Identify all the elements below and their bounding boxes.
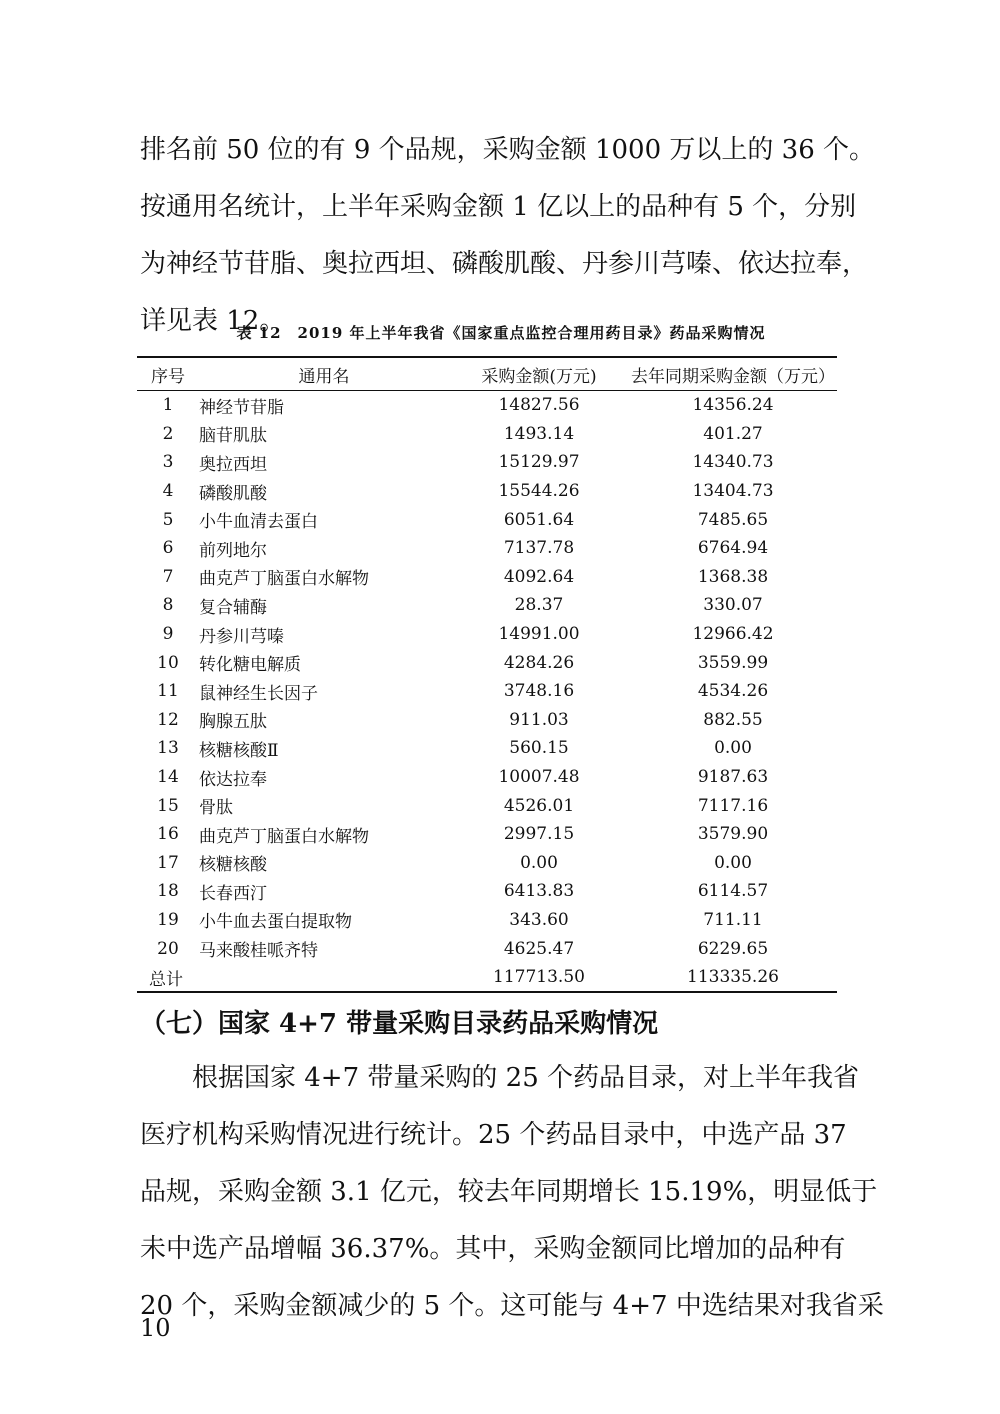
row-name: 神经节苷脂 [199, 397, 284, 418]
row-last-year: 12966.42 [692, 624, 774, 645]
row-amount: 4284.26 [503, 652, 575, 673]
row-last-year: 3579.90 [697, 824, 769, 845]
table-row [137, 534, 837, 563]
page-number: 10 [140, 1314, 171, 1342]
row-name: 奥拉西坦 [199, 454, 267, 475]
row-name: 脑苷肌肽 [199, 426, 267, 447]
table-row [137, 505, 837, 534]
table-row [137, 420, 837, 449]
row-last-year: 14356.24 [692, 395, 774, 416]
row-name: 胸腺五肽 [199, 712, 267, 733]
row-amount: 560.15 [509, 738, 569, 759]
total-label: 总计 [149, 969, 183, 990]
table-row [137, 734, 837, 763]
row-amount: 0.00 [520, 852, 558, 873]
intro-line: 为神经节苷脂、奥拉西坦、磷酸肌酸、丹参川芎嗪、依达拉奉， [140, 249, 869, 279]
body-line: 品规，采购金额 3.1 亿元，较去年同期增长 15.19%，明显低于 [140, 1177, 878, 1207]
row-last-year: 4534.26 [697, 681, 769, 702]
row-last-year: 401.27 [703, 423, 763, 444]
row-last-year: 6764.94 [697, 538, 769, 559]
row-no: 10 [157, 652, 179, 673]
header-no: 序号 [151, 366, 185, 387]
row-no: 12 [157, 709, 179, 730]
row-name: 骨肽 [199, 798, 233, 819]
row-amount: 7137.78 [503, 538, 575, 559]
row-last-year: 0.00 [714, 852, 752, 873]
row-name: 马来酸桂哌齐特 [199, 941, 318, 962]
row-no: 18 [157, 881, 179, 902]
row-no: 19 [157, 909, 179, 930]
row-last-year: 1368.38 [697, 566, 769, 587]
table-row [137, 849, 837, 878]
row-last-year: 14340.73 [692, 452, 774, 473]
row-no: 6 [162, 538, 174, 559]
table-row [137, 906, 837, 935]
row-no: 17 [157, 852, 179, 873]
row-amount: 911.03 [509, 709, 569, 730]
row-no: 16 [157, 824, 179, 845]
table-body [137, 391, 837, 993]
row-name: 前列地尔 [199, 540, 267, 561]
table-total-row [137, 963, 837, 993]
row-name: 鼠神经生长因子 [199, 683, 318, 704]
row-name: 磷酸肌酸 [199, 483, 267, 504]
body-line: 根据国家 4+7 带量采购的 25 个药品目录，对上半年我省 [140, 1063, 860, 1093]
row-last-year: 13404.73 [692, 481, 774, 502]
table-row [137, 591, 837, 620]
row-no: 8 [162, 595, 174, 616]
row-amount: 14827.56 [498, 395, 580, 416]
row-amount: 4526.01 [503, 795, 575, 816]
row-last-year: 0.00 [714, 738, 752, 759]
row-no: 11 [157, 681, 179, 702]
table-row [137, 677, 837, 706]
row-amount: 2997.15 [503, 824, 575, 845]
row-last-year: 6229.65 [697, 938, 769, 959]
row-amount: 15129.97 [498, 452, 580, 473]
row-last-year: 330.07 [703, 595, 763, 616]
row-no: 9 [162, 624, 174, 645]
row-amount: 28.37 [514, 595, 564, 616]
table-row [137, 620, 837, 649]
intro-line: 详见表 12。 [140, 306, 286, 336]
row-last-year: 9187.63 [697, 767, 769, 788]
row-no: 20 [157, 938, 179, 959]
header-amount: 采购金额(万元) [481, 366, 597, 387]
intro-line: 按通用名统计，上半年采购金额 1 亿以上的品种有 5 个，分别 [140, 192, 857, 222]
total-last-year: 113335.26 [687, 967, 779, 988]
row-amount: 4092.64 [503, 566, 575, 587]
table-caption: 表 12 2019 年上半年我省《国家重点监控合理用药目录》药品采购情况 [236, 324, 766, 342]
row-amount: 6413.83 [503, 881, 575, 902]
table-row [137, 391, 837, 420]
row-no: 13 [157, 738, 179, 759]
row-last-year: 7485.65 [697, 509, 769, 530]
procurement-table [137, 356, 837, 993]
row-name: 核糖核酸Ⅱ [199, 740, 279, 761]
row-name: 转化糖电解质 [199, 655, 301, 676]
row-no: 15 [157, 795, 179, 816]
row-last-year: 6114.57 [697, 881, 769, 902]
table-row [137, 791, 837, 820]
row-name: 复合辅酶 [199, 597, 267, 618]
row-no: 7 [162, 566, 174, 587]
row-no: 14 [157, 767, 179, 788]
row-amount: 343.60 [509, 909, 569, 930]
row-amount: 3748.16 [503, 681, 575, 702]
row-amount: 4625.47 [503, 938, 575, 959]
section-heading: （七）国家 4+7 带量采购目录药品采购情况 [140, 1009, 659, 1039]
row-amount: 6051.64 [503, 509, 575, 530]
row-amount: 14991.00 [498, 624, 580, 645]
table-header-row [137, 357, 837, 391]
intro-line: 排名前 50 位的有 9 个品规，采购金额 1000 万以上的 36 个。 [140, 135, 875, 165]
table-row [137, 877, 837, 906]
row-no: 2 [162, 423, 174, 444]
row-amount: 15544.26 [498, 481, 580, 502]
header-name: 通用名 [298, 366, 350, 387]
row-name: 小牛血去蛋白提取物 [199, 912, 352, 933]
row-no: 3 [162, 452, 174, 473]
row-name: 曲克芦丁脑蛋白水解物 [199, 569, 369, 590]
table-row [137, 706, 837, 735]
row-name: 依达拉奉 [199, 769, 267, 790]
row-no: 5 [162, 509, 174, 530]
row-name: 核糖核酸 [199, 855, 267, 876]
table-row [137, 820, 837, 849]
intro-paragraph [140, 122, 875, 350]
body-paragraph [140, 1050, 884, 1335]
table-row [137, 648, 837, 677]
body-line: 20 个，采购金额减少的 5 个。这可能与 4+7 中选结果对我省采 [140, 1291, 884, 1321]
row-name: 曲克芦丁脑蛋白水解物 [199, 826, 369, 847]
table-row [137, 448, 837, 477]
row-name: 丹参川芎嗪 [199, 626, 284, 647]
table-row [137, 563, 837, 592]
body-line: 医疗机构采购情况进行统计。25 个药品目录中，中选产品 37 [140, 1120, 847, 1150]
row-last-year: 711.11 [703, 909, 763, 930]
table-row [137, 477, 837, 506]
total-amount: 117713.50 [493, 967, 585, 988]
row-amount: 10007.48 [498, 767, 580, 788]
row-name: 长春西汀 [199, 883, 267, 904]
body-line: 未中选产品增幅 36.37%。其中，采购金额同比增加的品种有 [140, 1234, 846, 1264]
row-name: 小牛血清去蛋白 [199, 512, 318, 533]
row-last-year: 3559.99 [697, 652, 769, 673]
row-no: 1 [162, 395, 174, 416]
row-last-year: 7117.16 [697, 795, 769, 816]
row-last-year: 882.55 [703, 709, 763, 730]
header-last-year: 去年同期采购金额（万元） [631, 366, 835, 387]
table-row [137, 763, 837, 792]
table-row [137, 934, 837, 963]
row-no: 4 [162, 481, 174, 502]
row-amount: 1493.14 [503, 423, 575, 444]
